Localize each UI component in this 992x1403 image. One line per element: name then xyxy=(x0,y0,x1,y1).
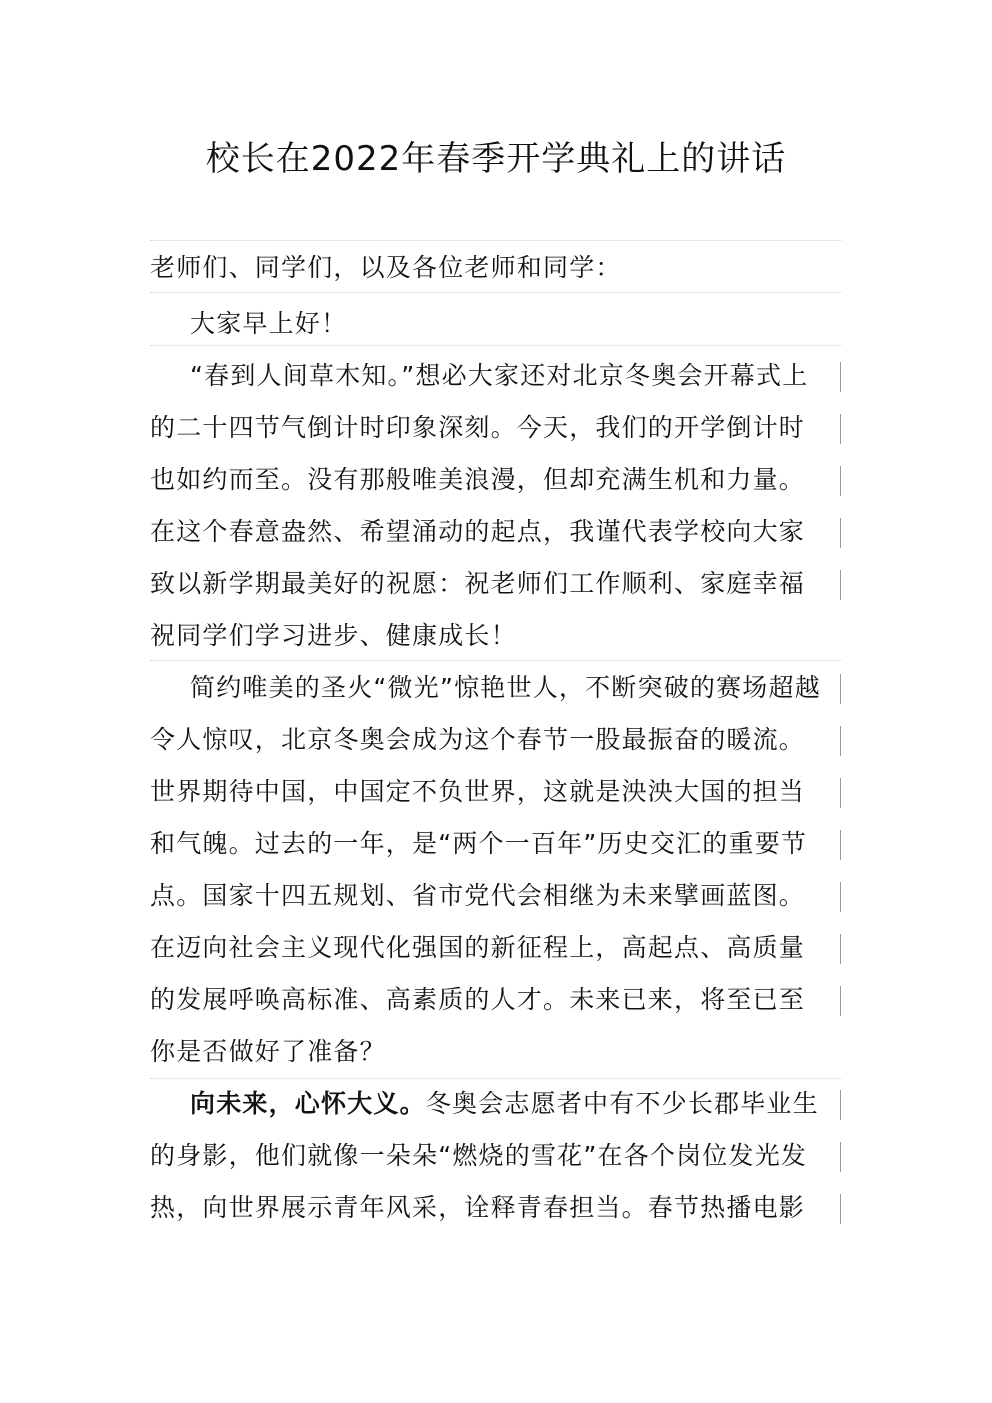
paragraph-3-heading: 向未来，心怀大义。 xyxy=(190,1089,426,1118)
paragraph-1-line: 也如约而至。没有那般唯美浪漫，但却充满生机和力量。 xyxy=(150,465,806,494)
paragraph-2-line: 和气魄。过去的一年，是“两个一百年”历史交汇的重要节 xyxy=(150,829,808,858)
margin-bar xyxy=(840,570,841,600)
paragraph-1-line: 致以新学期最美好的祝愿：祝老师们工作顺利、家庭幸福 xyxy=(150,569,806,598)
margin-bar xyxy=(840,882,841,912)
salutation: 老师们、同学们，以及各位老师和同学： xyxy=(150,253,622,282)
greeting: 大家早上好！ xyxy=(190,309,348,338)
margin-bar xyxy=(840,1194,841,1224)
paragraph-2-line: 在迈向社会主义现代化强国的新征程上，高起点、高质量 xyxy=(150,933,806,962)
paragraph-2-line: 点。国家十四五规划、省市党代会相继为未来擘画蓝图。 xyxy=(150,881,806,910)
margin-bar xyxy=(840,986,841,1016)
margin-bar xyxy=(840,1090,841,1120)
paragraph-1-line: 祝同学们学习进步、健康成长！ xyxy=(150,621,517,650)
paragraph-3-first-line xyxy=(190,1078,819,1130)
margin-bar xyxy=(840,518,841,548)
margin-bar xyxy=(840,1142,841,1172)
paragraph-2-line: 令人惊叹，北京冬奥会成为这个春节一股最振奋的暖流。 xyxy=(150,725,806,754)
divider xyxy=(150,240,842,241)
margin-bar xyxy=(840,466,841,496)
margin-bar xyxy=(840,934,841,964)
paragraph-2-line: 简约唯美的圣火“微光”惊艳世人，不断突破的赛场超越 xyxy=(190,673,821,702)
margin-bar xyxy=(840,674,841,704)
margin-bar xyxy=(840,830,841,860)
margin-bar xyxy=(840,778,841,808)
paragraph-2-line: 你是否做好了准备？ xyxy=(150,1037,386,1066)
document-title: 校长在2022年春季开学典礼上的讲话 xyxy=(205,139,787,179)
paragraph-2-line: 世界期待中国，中国定不负世界，这就是泱泱大国的担当 xyxy=(150,777,806,806)
margin-bar xyxy=(840,726,841,756)
paragraph-2-line: 的发展呼唤高标准、高素质的人才。未来已来，将至已至 xyxy=(150,985,806,1014)
paragraph-3-line: 的身影，他们就像一朵朵“燃烧的雪花”在各个岗位发光发 xyxy=(150,1141,808,1170)
paragraph-1-line: 的二十四节气倒计时印象深刻。今天，我们的开学倒计时 xyxy=(150,413,806,442)
paragraph-1-line: “春到人间草木知。”想必大家还对北京冬奥会开幕式上 xyxy=(190,361,809,390)
margin-bar xyxy=(840,414,841,444)
paragraph-1-line: 在这个春意盎然、希望涌动的起点，我谨代表学校向大家 xyxy=(150,517,806,546)
paragraph-3-line: 热，向世界展示青年风采，诠释青春担当。春节热播电影 xyxy=(150,1193,806,1222)
paragraph-3-first-line-text: 冬奥会志愿者中有不少长郡毕业生 xyxy=(425,1089,819,1118)
margin-bar xyxy=(840,362,841,392)
